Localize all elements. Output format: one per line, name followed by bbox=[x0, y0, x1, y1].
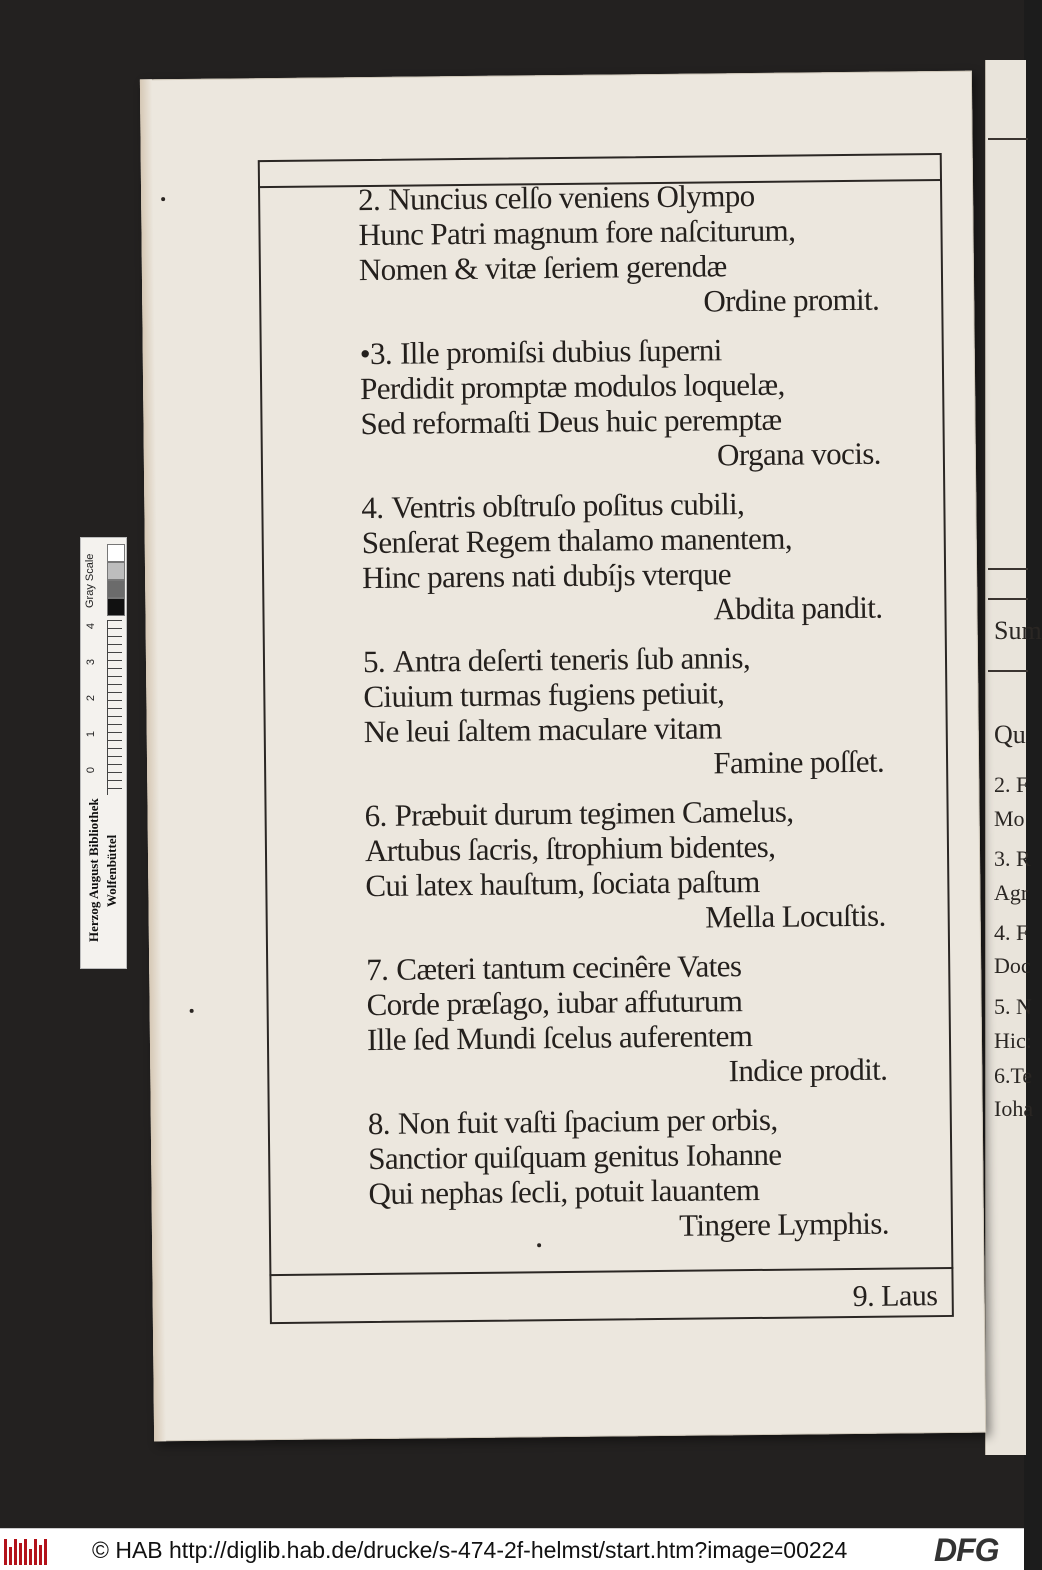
facing-page-fragment: Ioha bbox=[994, 1096, 1034, 1121]
ink-speck bbox=[190, 1009, 194, 1013]
verse-line: Perdidit promptæ modulos loquelæ, bbox=[359, 366, 785, 407]
verse-line: Qui nephas ſecli, potuit lauantem bbox=[368, 1171, 760, 1212]
verse-line: Ne leui ſaltem maculare vitam bbox=[363, 710, 722, 750]
library-name: Herzog August Bibliothek bbox=[86, 798, 101, 943]
facing-page-fragment: Qu bbox=[994, 720, 1026, 749]
stanza bbox=[360, 330, 921, 476]
verse-adonic: Tingere Lymphis. bbox=[679, 1205, 890, 1243]
facing-page-rule bbox=[988, 568, 1028, 570]
facing-page-fragment: 3. R bbox=[994, 846, 1031, 871]
hymn-text bbox=[358, 176, 929, 1260]
cm-ruler bbox=[107, 620, 122, 795]
dfg-logo: DFG bbox=[934, 1532, 999, 1568]
verse-line bbox=[368, 1100, 928, 1141]
verse-text: Cæteri tantum cecinêre Vates bbox=[396, 948, 742, 987]
verse-text: Non fuit vaſti ſpacium per orbis, bbox=[397, 1101, 778, 1141]
facing-page bbox=[985, 60, 1042, 1455]
verse-line: Ciuium turmas fugiens petiuit, bbox=[363, 675, 725, 715]
stanza bbox=[364, 792, 925, 938]
stanza bbox=[361, 484, 922, 630]
facing-page-fragment: Agr bbox=[994, 880, 1029, 905]
ink-speck bbox=[537, 1243, 541, 1247]
verse-text: Ventris obſtruſo poſitus cubili, bbox=[391, 486, 745, 525]
verse-line: Ille ſed Mundi ſcelus auferentem bbox=[366, 1018, 753, 1058]
verse-line: Hinc parens nati dubíjs vterque bbox=[361, 556, 732, 596]
facing-page-fragment: 4. F bbox=[994, 920, 1029, 945]
gray-patch bbox=[107, 544, 125, 562]
verse-text: Præbuit durum tegimen Camelus, bbox=[394, 793, 794, 833]
facing-page-fragment: 5. N bbox=[994, 994, 1032, 1019]
gray-patch bbox=[107, 562, 125, 580]
verse-text: Antra deſerti teneris ſub annis, bbox=[392, 640, 751, 679]
verse-line: Artubus ſacris, ſtrophium bidentes, bbox=[364, 828, 776, 869]
verse-line bbox=[361, 484, 921, 525]
stanza bbox=[363, 638, 924, 784]
facing-page-fragment: Mo bbox=[994, 806, 1025, 831]
verse-adonic: Mella Locuſtis. bbox=[705, 897, 886, 935]
facing-page-fragment: Doc bbox=[994, 953, 1031, 978]
verse-line bbox=[366, 946, 926, 987]
ink-speck bbox=[161, 197, 165, 201]
verse-text: Nuncius celſo veniens Olympo bbox=[388, 177, 755, 217]
gray-scale-target bbox=[80, 537, 127, 969]
verse-adonic: Indice prodit. bbox=[728, 1051, 888, 1089]
stanza-number: 5. bbox=[362, 643, 386, 680]
verse-line bbox=[363, 638, 923, 679]
copyright-link[interactable]: © HAB http://diglib.hab.de/drucke/s-474-2f-helmst/start.htm?image=00224 bbox=[92, 1537, 848, 1563]
verse-line bbox=[358, 176, 918, 217]
verse-line: Sed reformaſti Deus huic peremptæ bbox=[360, 401, 782, 442]
library-city: Wolfenbüttel bbox=[104, 834, 119, 907]
library-label bbox=[85, 778, 125, 963]
verse-adonic: Famine poſſet. bbox=[713, 743, 885, 781]
stanza bbox=[366, 946, 927, 1092]
gray-patch bbox=[107, 580, 125, 598]
verse-adonic: Abdita pandit. bbox=[713, 589, 883, 627]
stanza-number: 2. bbox=[357, 181, 381, 218]
stanza-number: 8. bbox=[367, 1105, 391, 1142]
verse-line: Corde præſago, iubar affuturum bbox=[366, 983, 743, 1023]
verse-line: Nomen & vitæ ſeriem gerendæ bbox=[358, 248, 727, 288]
gray-patch bbox=[107, 598, 125, 616]
verse-line bbox=[364, 792, 924, 833]
facing-page-rule bbox=[988, 670, 1028, 672]
catchword: 9. Laus bbox=[852, 1279, 938, 1313]
verse-line: Sanctior quiſquam genitus Iohanne bbox=[368, 1136, 782, 1177]
verse-line: Hunc Patri magnum fore naſciturum, bbox=[358, 212, 796, 253]
ruler-tick: 2 bbox=[85, 694, 98, 702]
verse-adonic: Organa vocis. bbox=[716, 435, 882, 473]
facing-page-fragment: Hic: bbox=[994, 1028, 1032, 1053]
ruler-tick: 4 bbox=[85, 622, 98, 630]
stanza bbox=[358, 176, 919, 322]
footer-bar bbox=[0, 1528, 1024, 1570]
gray-patches bbox=[107, 544, 123, 610]
stanza-number: 6. bbox=[364, 797, 387, 834]
gray-scale-label: Gray Scale bbox=[84, 553, 96, 609]
stanza-number: 4. bbox=[361, 489, 384, 526]
ruler-tick: 3 bbox=[85, 658, 98, 666]
facing-page-fragment: Sum bbox=[994, 616, 1042, 645]
facing-page-rule bbox=[988, 598, 1028, 600]
facing-page-fragment: 2. F bbox=[994, 772, 1029, 797]
verse-line: Senſerat Regem thalamo manentem, bbox=[361, 520, 793, 561]
hab-logo-icon bbox=[4, 1535, 48, 1565]
facing-page-rule bbox=[988, 138, 1028, 140]
verse-adonic: Ordine promit. bbox=[703, 281, 880, 319]
verse-line bbox=[360, 330, 920, 371]
stanza-number: 7. bbox=[366, 951, 389, 988]
ruler-tick: 1 bbox=[85, 730, 98, 738]
stanza-number: •3. bbox=[359, 335, 393, 372]
ruler-tick: 0 bbox=[85, 766, 98, 774]
verse-line: Cui latex hauſtum, ſociata paſtum bbox=[365, 863, 760, 904]
verse-text: Ille promiſsi dubius ſuperni bbox=[399, 332, 722, 371]
facing-page-fragment: 6.Te bbox=[994, 1063, 1033, 1088]
stanza bbox=[368, 1100, 929, 1246]
book-page bbox=[140, 71, 986, 1442]
